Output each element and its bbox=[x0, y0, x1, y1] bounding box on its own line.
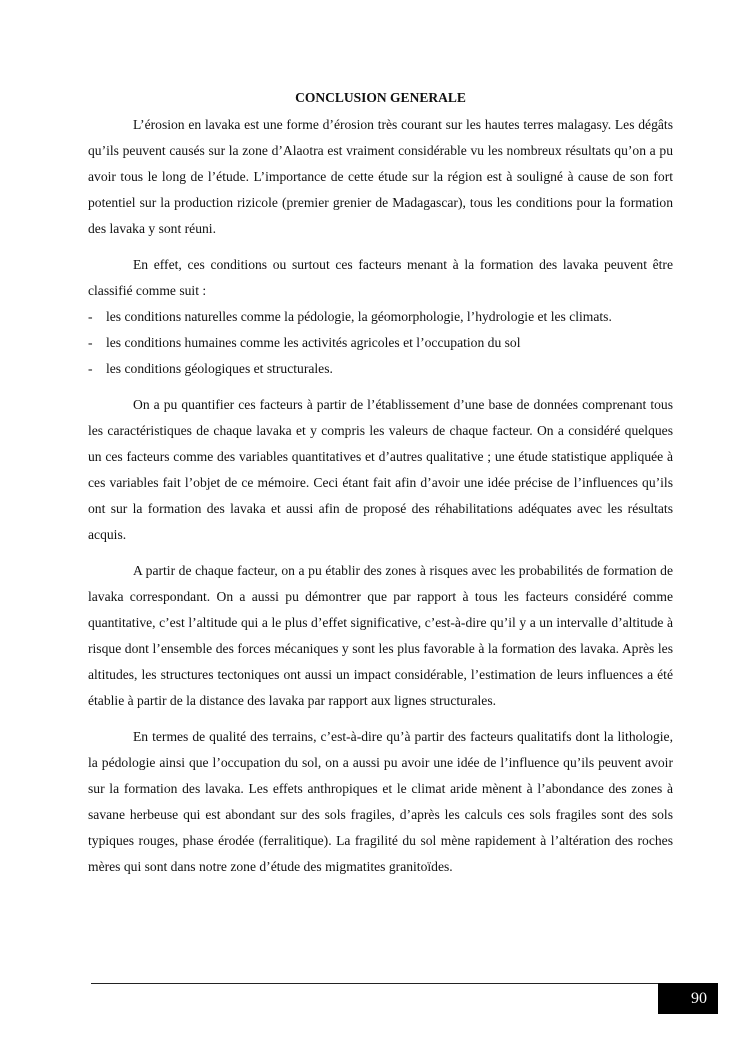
paragraph-intro: L’érosion en lavaka est une forme d’érosion très courant sur les hautes terres malagasy. Les dégâts qu’ils peuvent causés sur la zone d’Alaotra est vraiment considérable vu les nombreux résultats qu’on a pu avoir tous le long de l’étude. L’importance de cette étude sur la région est à souligné à cause de son fort potentiel sur la production rizicole (premier grenier de Madagascar), tous les conditions pour la formation des lavaka y sont réuni. bbox=[88, 117, 673, 236]
paragraph-risk-zones: A partir de chaque facteur, on a pu établir des zones à risques avec les probabilités de formation de lavaka correspondant. On a aussi pu démontrer que par rapport à tous les facteurs considéré comme quantitative, c’est l’altitude qui a le plus d’effet significative, c’est-à-dire qu’il y a un intervalle d’altitude à risque dont l’ensemble des forces mécaniques y sont les plus favorable à la formation des lavaka. Après les altitudes, les structures tectoniques ont aussi un impact considérable, l’estimation de leurs influences a été établie à partir de la distance des lavaka par rapport aux lignes structurales. bbox=[88, 563, 673, 708]
bullet-marker: - bbox=[88, 361, 93, 376]
footer-divider bbox=[91, 983, 658, 984]
bullet-marker: - bbox=[88, 309, 93, 324]
list-item-text: les conditions géologiques et structurales. bbox=[106, 361, 333, 376]
bullet-marker: - bbox=[88, 335, 93, 350]
factor-list bbox=[88, 304, 673, 382]
list-item bbox=[88, 330, 673, 356]
page-content bbox=[88, 86, 673, 890]
list-item bbox=[88, 356, 673, 382]
list-item-text: les conditions naturelles comme la pédologie, la géomorphologie, l’hydrologie et les climats. bbox=[106, 309, 612, 324]
paragraph-quantification: On a pu quantifier ces facteurs à partir de l’établissement d’une base de données comprenant tous les caractéristiques de chaque lavaka et y compris les valeurs de chaque facteur. On a considéré quelques un ces facteurs comme des variables quantitatives et d’autres qualitative ; une étude statistique appliquée à ces variables fait l’objet de ce mémoire. Ceci étant fait afin d’avoir une idée précise de l’influences qu’ils ont sur la formation des lavaka et aussi afin de proposé des réhabilitations adéquates avec les résultats acquis. bbox=[88, 397, 673, 542]
page-title: CONCLUSION GENERALE bbox=[295, 90, 466, 105]
list-item-text: les conditions humaines comme les activités agricoles et l’occupation du sol bbox=[106, 335, 521, 350]
page-number: 90 bbox=[658, 983, 718, 1014]
list-item bbox=[88, 304, 673, 330]
paragraph-terrain-quality: En termes de qualité des terrains, c’est-à-dire qu’à partir des facteurs qualitatifs dont la lithologie, la pédologie ainsi que l’occupation du sol, on a aussi pu avoir une idée de l’influence qu’ils peuvent avoir sur la formation des lavaka. Les effets anthropiques et le climat aride mènent à l’abondance des zones à savane herbeuse qui est abondant sur des sols fragiles, d’après les calculs ces sols fragiles sont des sols typiques rouges, phase érodée (ferralitique). La fragilité du sol mène rapidement à l’altération des roches mères qui sont dans notre zone d’étude des migmatites granitoïdes. bbox=[88, 729, 673, 874]
paragraph-factors-intro: En effet, ces conditions ou surtout ces facteurs menant à la formation des lavaka peuvent être classifié comme suit : bbox=[88, 257, 673, 298]
